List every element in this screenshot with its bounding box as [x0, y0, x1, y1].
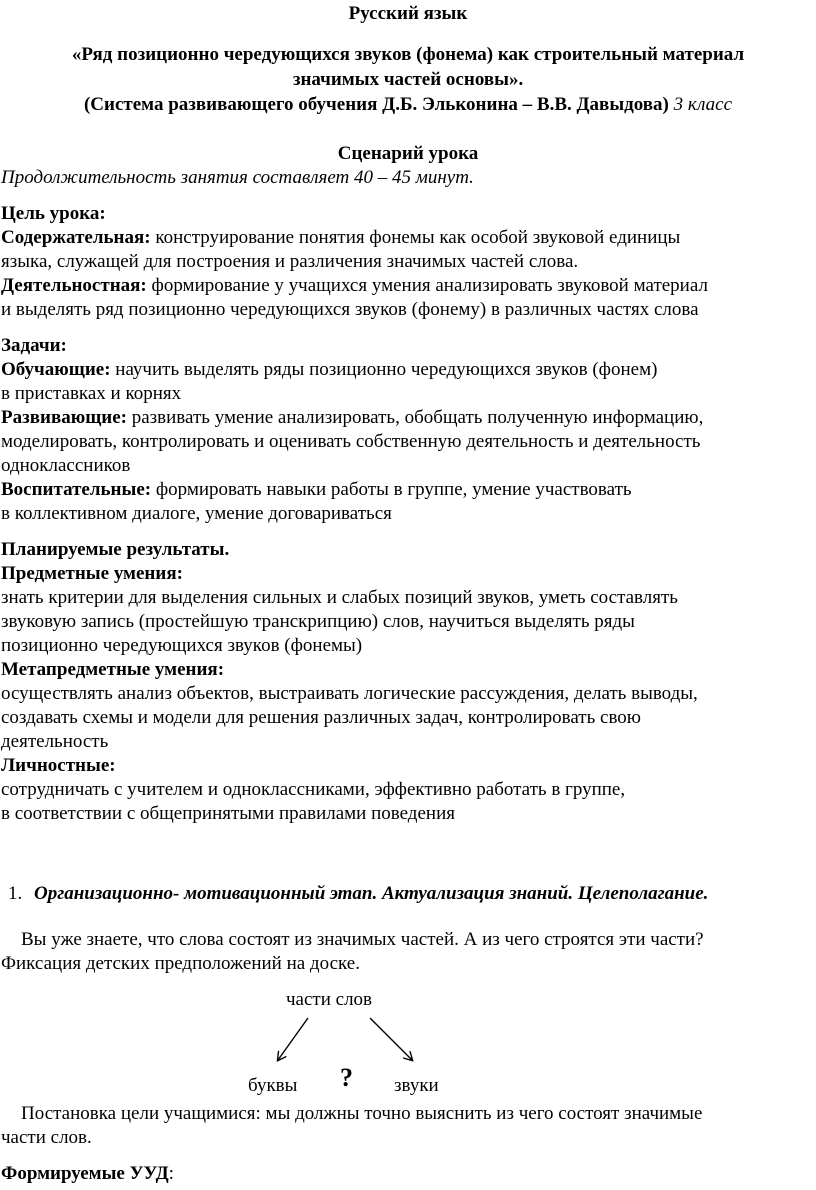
- lesson-topic: [0, 42, 816, 117]
- tasks-teach: Обучающие: научить выделять ряды позиционно чередующихся звуков (фонем): [1, 359, 658, 380]
- uud-heading: Формируемые УУД:: [1, 1163, 174, 1184]
- goal-content: Содержательная: конструирование понятия фонемы как особой звуковой единицы: [1, 227, 681, 248]
- diagram-left-label: буквы: [248, 1075, 298, 1096]
- document-title: Русский язык: [348, 3, 468, 24]
- system-line: [0, 92, 816, 117]
- goal-content-label: Содержательная:: [1, 227, 151, 248]
- duration-text: Продолжительность занятия составляет 40 – 45 минут.: [1, 167, 474, 188]
- scenario-title: Сценарий урока: [337, 143, 479, 164]
- grade-label: 3 класс: [668, 94, 733, 115]
- stage-1-intro: Вы уже знаете, что слова состоят из значимых частей. А из чего строятся эти части? Фиксация детских предположений на доске.: [1, 929, 704, 974]
- tasks-heading: Задачи:: [1, 335, 67, 356]
- topic-line-1: «Ряд позиционно чередующихся звуков (фонема) как строительный материал: [71, 44, 745, 65]
- results-meta-label: Метапредметные умения:: [1, 659, 225, 680]
- main-content: Продолжительность занятия составляет 40 – 45 минут. Цель урока: Содержательная: конструирование понятия фонемы как особой звуковой единицы языка, служащей для построения и различения значимых частей слова. Деятельностная: формирование у учащихся умения анализировать звуковой материал и выделять ряд позиционно чередующихся звуков (фонему) в различных частях слова Задачи: Обучающие: научить выделять ряды позиционно чередующихся звуков (фонем) в приставках и корнях Развивающие: развивать умение анализировать, обобщать полученную информацию, моделировать, контролировать и оценивать собственную деятельность и деятельность одноклассников Воспитательные: формировать навыки работы в группе, умение участвовать в коллективном диалоге, умение договариваться Планируемые результаты. Предметные умения: знать критерии для выделения сильных и слабых позиций звуков, уметь составлять звуковую запись (простейшую транскрипцию) слов, научиться выделять ряды позиционно чередующихся звуков (фонемы) Метапредметные умения: осуществлять анализ объектов, выстраивать логические рассуждения, делать выводы, создавать схемы и модели для решения различных задач, контролировать свою деятельность Личностные: сотрудничать с учителем и одноклассниками, эффективно работать в группе, в соответствии с общепринятыми правилами поведения: [1, 166, 815, 826]
- tasks-educate: Воспитательные: формировать навыки работы в группе, умение участвовать: [1, 479, 632, 500]
- stage-number: 1.: [8, 883, 23, 904]
- tasks-teach-label: Обучающие:: [1, 359, 111, 380]
- results-personal-label: Личностные:: [1, 755, 116, 776]
- arrow-right: [370, 1018, 412, 1060]
- results-heading: Планируемые результаты.: [1, 539, 230, 560]
- arrow-left: [278, 1018, 308, 1060]
- diagram-question-mark: ?: [340, 1063, 353, 1092]
- stage-1-heading: [8, 882, 816, 906]
- word-parts-diagram: [240, 988, 460, 1100]
- stage-1-goal: Постановка цели учащимися: мы должны точно выяснить из чего состоят значимые части слов.: [1, 1103, 703, 1148]
- uud-label: Формируемые УУД: [1, 1163, 169, 1184]
- goal-heading: Цель урока:: [1, 203, 106, 224]
- system-name: (Система развивающего обучения Д.Б. Эльконина – В.В. Давыдова): [83, 94, 669, 115]
- stage-title: Организационно- мотивационный этап. Актуализация знаний. Целеполагание.: [34, 883, 709, 904]
- results-subject-label: Предметные умения:: [1, 563, 183, 584]
- tasks-develop-label: Развивающие:: [1, 407, 127, 428]
- diagram-right-label: звуки: [394, 1075, 439, 1096]
- diagram-top-label: части слов: [286, 989, 373, 1010]
- topic-line-2: значимых частей основы».: [292, 69, 524, 90]
- goal-activity: Деятельностная: формирование у учащихся умения анализировать звуковой материал: [1, 275, 708, 296]
- goal-activity-label: Деятельностная:: [1, 275, 147, 296]
- tasks-educate-label: Воспитательные:: [1, 479, 152, 500]
- tasks-develop: Развивающие: развивать умение анализировать, обобщать полученную информацию,: [1, 407, 704, 428]
